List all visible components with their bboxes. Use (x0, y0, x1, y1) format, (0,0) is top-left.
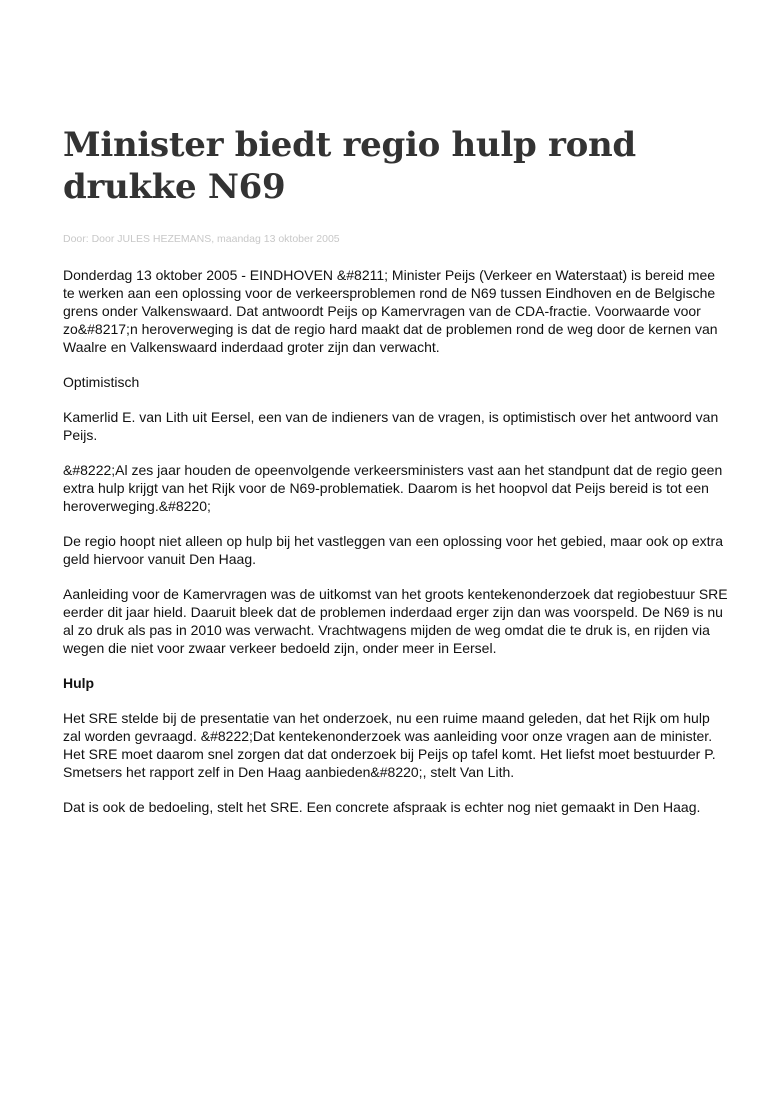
paragraph: Aanleiding voor de Kamervragen was de uitkomst van het groots kentekenonderzoek dat regiobestuur SRE eerder dit jaar hield. Daaruit bleek dat de problemen inderdaad erger zijn dan was voorspeld. De N69 is nu al zo druk als pas in 2010 was verwacht. Vrachtwagens mijden de weg omdat die te druk is, en rijden via wegen die niet voor zwaar verkeer bedoeld zijn, onder meer in Eersel. (63, 586, 728, 656)
subheading-hulp: Hulp (63, 675, 95, 691)
paragraph: Het SRE stelde bij de presentatie van het onderzoek, nu een ruime maand geleden, dat het Rijk om hulp zal worden gevraagd. &#8222;Dat kentekenonderzoek was aanleiding voor onze vragen aan de minister. Het SRE moet daarom snel zorgen dat dat onderzoek bij Peijs op tafel komt. Het liefst moet bestuurder P. Smetsers het rapport zelf in Den Haag aanbieden&#8220;, stelt Van Lith. (63, 710, 716, 780)
article-title: Minister biedt regio hulp rond drukke N69 (63, 125, 636, 207)
paragraph-closing: Dat is ook de bedoeling, stelt het SRE. Een concrete afspraak is echter nog niet gemaakt in Den Haag. (63, 799, 701, 815)
paragraph-quote: &#8222;Al zes jaar houden de opeenvolgende verkeersministers vast aan het standpunt dat de regio geen extra hulp krijgt van het Rijk voor de N69-problematiek. Daarom is het hoopvol dat Peijs bereid is tot een heroverweging.&#8220; (63, 462, 723, 514)
paragraph: De regio hoopt niet alleen op hulp bij het vastleggen van een oplossing voor het gebied, maar ook op extra geld hiervoor vanuit Den Haag. (63, 533, 724, 567)
article (63, 124, 728, 833)
article-body (63, 266, 728, 816)
subheading-optimistisch: Optimistisch (63, 374, 140, 390)
paragraph-intro: Donderdag 13 oktober 2005 - EINDHOVEN &#8211; Minister Peijs (Verkeer en Waterstaat) is bereid mee te werken aan een oplossing voor de verkeersproblemen rond de N69 tussen Eindhoven en de Belgische grens onder Valkenswaard. Dat antwoordt Peijs op Kamervragen van de CDA-fractie. Voorwaarde voor zo&#8217;n heroverweging is dat de regio hard maakt dat de problemen rond de weg door de kernen van Waalre en Valkenswaard inderdaad groter zijn dan verwacht. (63, 267, 718, 355)
article-byline: Door: Door JULES HEZEMANS, maandag 13 oktober 2005 (63, 233, 340, 245)
paragraph: Kamerlid E. van Lith uit Eersel, een van de indieners van de vragen, is optimistisch over het antwoord van Peijs. (63, 409, 719, 443)
